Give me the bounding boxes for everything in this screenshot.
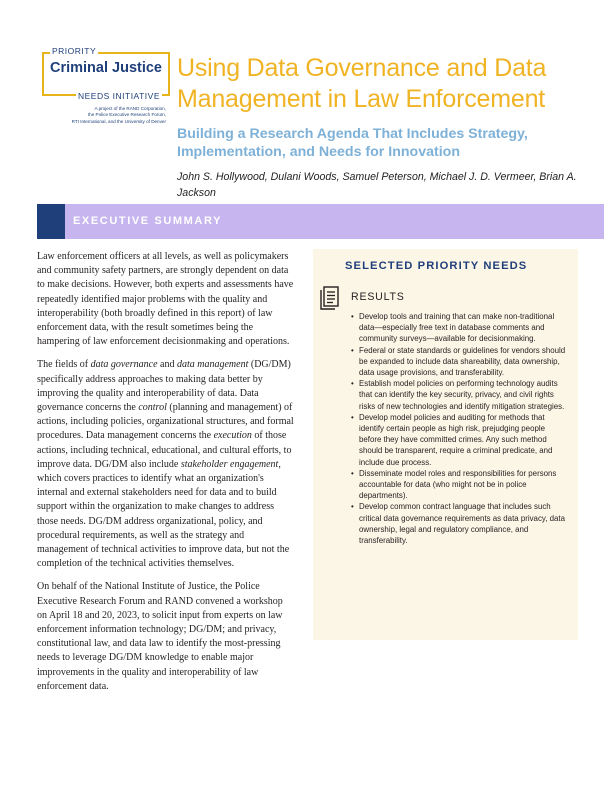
section-band xyxy=(37,204,604,239)
body-paragraph-2 xyxy=(37,358,295,571)
list-item: • Federal or state standards or guidelines for vendors should be expanded to include data shareability, data ownership, data usage provisions, and transferability. xyxy=(351,345,567,379)
logo-criminal-justice: Criminal Justice xyxy=(49,60,162,76)
body-paragraph-3: On behalf of the National Institute of Justice, the Police Executive Research Forum and RAND convened a workshop on April 18 and 20, 2023, to solicit input from experts on law enforcement information technology; DG/DM; and privacy, constitutional law, and data law to identify the most-pressing needs to leverage DG/DM knowledge to enable major improvements in the quality and interoperability of law enforcement data. xyxy=(37,581,283,692)
authors: John S. Hollywood, Dulani Woods, Samuel Peterson, Michael J. D. Vermeer, Brian A. Jackson xyxy=(177,171,577,199)
logo-sub-line3: RTI International, and the University of Denver xyxy=(71,118,166,124)
logo-needs-initiative: NEEDS INITIATIVE xyxy=(78,91,160,101)
p2-text-i: of those actions, including technical, educational, and cultural efforts, to improve data. DG/DM also include xyxy=(37,430,292,470)
document-list-icon xyxy=(320,286,342,310)
page-subtitle: Building a Research Agenda That Includes Strategy, Implementation, and Needs for Innovation xyxy=(177,126,528,160)
logo-sub-line1: A project of the RAND Corporation, xyxy=(94,106,166,111)
p2-text-k: , which covers practices to identify what an organization's internal and external stakeholders need for data and to build support within the organization to make changes to address those needs. DG/DM address organizational, policy, and procedural requirements, as well as the strategy and management of technical activities to improve data, but not the completion of the technical activities themselves. xyxy=(37,458,290,570)
p2-text-e: (DG/DM) specifically address approaches to making data better by improving the quality and interoperability of data. Data governance concerns the xyxy=(37,359,291,414)
list-item: • Develop common contract language that includes such critical data governance requirements as data privacy, data ownership, legal and regulatory compliance, and transferability. xyxy=(351,501,567,546)
p2-term-data-governance: data governance xyxy=(90,359,158,371)
body-paragraph-1: Law enforcement officers at all levels, as well as policymakers and community safety partners, are strongly dependent on data to make decisions. However, both experts and assessments have repeatedly identified major problems with the quality and interoperability (both broadly defined in this report) of law enforcement data, with the result sometimes being the hampering of law enforcement decisionmaking and operations. xyxy=(37,251,294,348)
logo-subtext xyxy=(38,106,166,125)
section-heading: EXECUTIVE SUMMARY xyxy=(73,215,223,227)
priority-needs-sidebar xyxy=(313,249,578,640)
priority-needs-list xyxy=(351,311,567,546)
p2-term-stakeholder-engagement: stakeholder engagement xyxy=(180,458,279,470)
list-item: • Disseminate model roles and responsibilities for persons accountable for data (who might not be in police departments). xyxy=(351,468,567,502)
list-item: • Develop tools and training that can make non-traditional data—especially free text in database comments and community surveys—available for decisionmaking. xyxy=(351,311,567,345)
logo-priority: PRIORITY xyxy=(52,46,97,56)
body-text xyxy=(37,250,295,703)
list-item: • Establish model policies on performing technology audits that can identify the key security, privacy, and civil rights risks of new technologies and identify mitigation strategies. xyxy=(351,378,567,412)
p2-text-a: The fields of xyxy=(37,359,91,371)
p2-term-data-management: data management xyxy=(176,359,249,371)
page-title: Using Data Governance and Data Management in Law Enforcement xyxy=(177,54,547,113)
section-band-accent xyxy=(37,204,65,239)
logo-box xyxy=(42,46,170,101)
p2-text-g: (planning and management) of actions, including policies, organizational structures, and formal procedures. Data management concerns the xyxy=(37,402,294,442)
sidebar-title: SELECTED PRIORITY NEEDS xyxy=(345,260,528,272)
p2-text-c: and xyxy=(157,359,177,371)
list-item: • Develop model policies and auditing for methods that identify certain people as high risk, prejudging people before they have committed crimes. Any such method should be transparent, require a criminal predicate, and include due process. xyxy=(351,412,567,468)
logo xyxy=(38,46,168,125)
logo-sub-line2: the Police Executive Research Forum, xyxy=(87,112,166,118)
p2-term-control: control xyxy=(138,402,167,414)
p2-term-execution: execution xyxy=(213,430,252,442)
results-label: RESULTS xyxy=(351,291,405,303)
